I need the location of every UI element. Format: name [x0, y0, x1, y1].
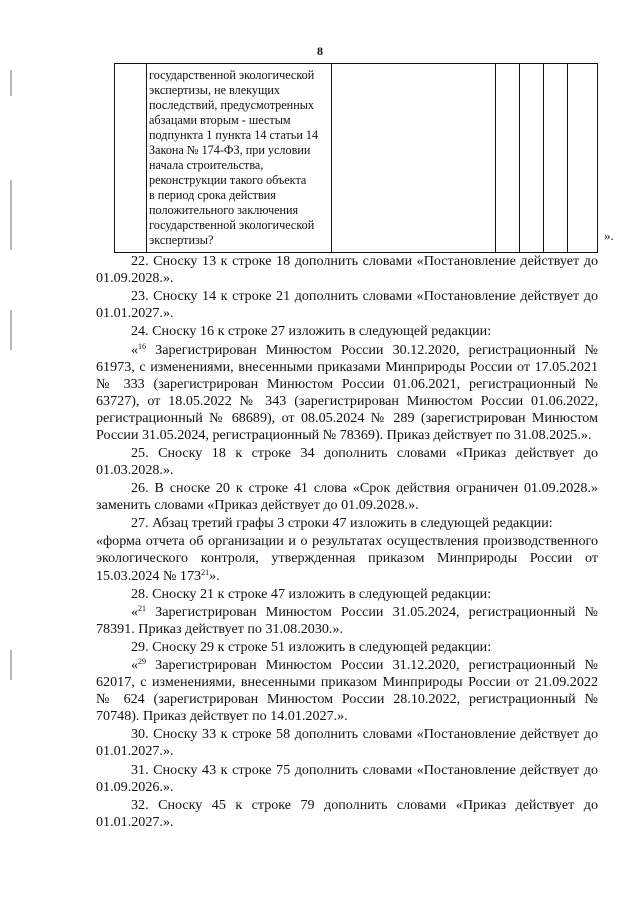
paragraph-32: 32. Сноску 45 к строке 79 дополнить словами «Приказ действует до 01.01.2027.». — [96, 796, 598, 830]
paragraph-31: 31. Сноску 43 к строке 75 дополнить словами «Постановление действует до 01.09.2026.». — [96, 761, 598, 795]
paragraph-23: 23. Сноску 14 к строке 21 дополнить словами «Постановление действует до 01.01.2027.». — [96, 288, 598, 322]
footnote-16-mark: 16 — [138, 341, 147, 351]
footnote-21-mark: 21 — [138, 603, 147, 613]
continuation-table — [114, 63, 598, 253]
paragraph-30: 30. Сноску 33 к строке 58 дополнить словами «Постановление действует до 01.01.2027.». — [96, 726, 598, 760]
paragraph-26: 26. В сноске 20 к строке 41 слова «Срок действия ограничен 01.09.2028.» заменить словами «Приказ действует до 01.09.2028.». — [96, 480, 598, 514]
paragraph-28: 28. Сноску 21 к строке 47 изложить в следующей редакции: — [131, 585, 492, 602]
table-cell-description — [147, 64, 332, 253]
page-number: 8 — [317, 44, 323, 58]
table-cell-number — [115, 64, 147, 253]
footnote-16-text: «$^{16}$ Зарегистрирован Минюстом России 30.12.2020, регистрационный № 61973, с изменениями, внесенными приказами Минприроды России от 17.05.2021 № 333 (зарегистрирован Минюстом России 01.06.2021, регистрационный № 63727), от 18.05.2022 № 343 (зарегистрирован Минюстом России 01.06.2022, регистрационный № 68689), от 08.05.2024 № 289 (зарегистрирован Минюстом России 31.05.2024, регистрационный № 78369). Приказ действует по 31.08.2025.». — [96, 341, 598, 443]
paragraph-27: 27. Абзац третий графы 3 строки 47 изложить в следующей редакции: — [131, 515, 553, 532]
table-cell-blank — [520, 64, 544, 253]
paragraph-24: 24. Сноску 16 к строке 27 изложить в следующей редакции: — [131, 323, 492, 340]
table-cell-blank — [544, 64, 568, 253]
table-cell-blank — [332, 64, 496, 253]
column-3-text: «форма отчета об организации и о результатах осуществления производственного экологического контроля, утвержденная приказом Минприроды России от 15.03.2024 № $173^{21}$». — [96, 533, 598, 584]
table-cell-text: государственной экологической экспертизы, не влекущих последствий, предусмотренных абзацами вторым - шестым подпункта 1 пункта 14 статьи 14 Закона № 174-ФЗ, при условии начала строительства, реконструкции такого объекта в период срока действия положительного заключения государственной экологической экспертизы? — [149, 68, 319, 247]
table-cell-blank — [568, 64, 598, 253]
footnote-21-text: «$^{21}$ Зарегистрирован Минюстом России 31.05.2024, регистрационный № 78391. Приказ действует по 31.08.2030.». — [96, 603, 598, 637]
paragraph-29: 29. Сноску 29 к строке 51 изложить в следующей редакции: — [131, 638, 492, 655]
footnote-29-text: «$^{29}$ Зарегистрирован Минюстом России 31.12.2020, регистрационный № 62017, с изменениями, внесенными приказом Минприроды России от 21.09.2022 № 624 (зарегистрирован Минюстом России 28.10.2022, регистрационный № 70748). Приказ действует по 14.01.2027.». — [96, 657, 598, 725]
footnote-29-mark: 29 — [138, 657, 147, 667]
footnote-21-ref: 21 — [201, 567, 210, 577]
paragraph-25: 25. Сноску 18 к строке 34 дополнить словами «Приказ действует до 01.03.2028.». — [96, 444, 598, 478]
scan-edge-marks — [6, 60, 20, 840]
table-close-quote: ». — [604, 228, 614, 243]
amendments-body — [96, 253, 598, 832]
table-cell-blank — [496, 64, 520, 253]
paragraph-22: 22. Сноску 13 к строке 18 дополнить словами «Постановление действует до 01.09.2028.». — [96, 253, 598, 287]
